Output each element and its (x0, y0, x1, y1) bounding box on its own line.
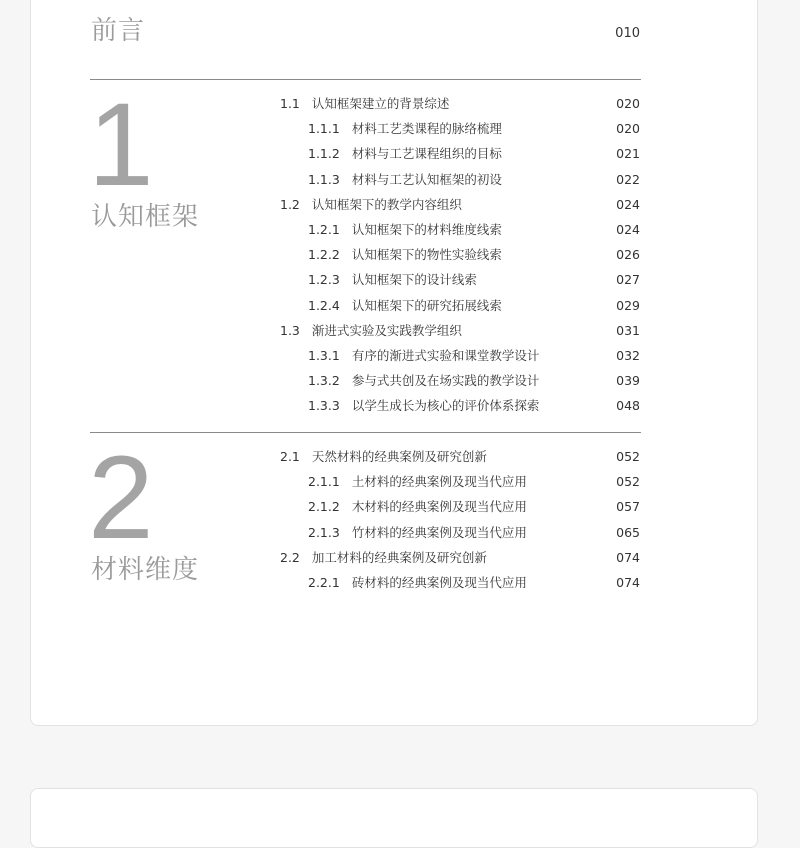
entry-number: 1.3.3 (308, 398, 340, 414)
entry-page-number: 024 (616, 196, 640, 212)
entry-number: 2.2.1 (308, 575, 340, 590)
entry-page-number: 029 (616, 297, 640, 313)
entry-page-number: 074 (616, 549, 640, 565)
entry-title: 材料与工艺认知框架的初设 (351, 171, 502, 187)
entry-title: 渐进式实验及实践教学组织 (311, 322, 462, 338)
entry-title: 认知框架下的教学内容组织 (311, 196, 462, 212)
entry-page-number: 052 (616, 474, 640, 490)
entry-number: 1.2.3 (308, 272, 340, 288)
entry-number: 2.1.3 (308, 524, 340, 540)
entry-title: 有序的渐进式实验和课堂教学设计 (351, 348, 540, 363)
next-page-card (30, 788, 758, 848)
toc-subsection-entry[interactable] (308, 119, 640, 139)
entry-number: 2.1.2 (308, 499, 340, 515)
entry-number: 1.3 (280, 322, 300, 338)
toc-section-entry[interactable] (280, 548, 640, 568)
preface-page-number: 010 (615, 26, 640, 41)
entry-page-number: 057 (616, 499, 640, 515)
toc-subsection-entry[interactable] (308, 296, 640, 316)
entry-number: 1.1.1 (308, 121, 340, 137)
toc-subsection-entry[interactable] (308, 346, 640, 366)
entry-title: 土材料的经典案例及现当代应用 (351, 474, 527, 490)
entry-title: 木材料的经典案例及现当代应用 (351, 499, 527, 515)
entry-page-number: 026 (616, 247, 640, 263)
toc-section-entry[interactable] (280, 447, 640, 467)
chapter-1-divider (90, 79, 641, 80)
entry-title: 材料工艺类课程的脉络梳理 (351, 121, 502, 137)
entry-number: 1.1 (280, 96, 300, 111)
entry-page-number: 032 (616, 348, 640, 363)
entry-number: 1.3.2 (308, 373, 340, 389)
entry-number: 1.1.2 (308, 146, 340, 162)
toc-subsection-entry[interactable] (308, 472, 640, 492)
entry-number: 1.2.1 (308, 222, 340, 237)
entry-page-number: 021 (616, 146, 640, 162)
chapter-1-number: 1 (88, 79, 154, 211)
toc-subsection-entry[interactable] (308, 573, 640, 593)
entry-title: 参与式共创及在场实践的教学设计 (351, 373, 540, 389)
entry-page-number: 048 (616, 398, 640, 414)
toc-subsection-entry[interactable] (308, 497, 640, 517)
entry-number: 1.1.3 (308, 171, 340, 187)
toc-subsection-entry[interactable] (308, 170, 640, 190)
entry-page-number: 027 (616, 272, 640, 288)
entry-title: 竹材料的经典案例及现当代应用 (351, 524, 527, 540)
chapter-2-divider (90, 432, 641, 433)
chapter-2-title: 材料维度 (91, 555, 200, 585)
entry-title: 认知框架下的设计线索 (351, 272, 477, 288)
toc-subsection-entry[interactable] (308, 144, 640, 164)
toc-section-entry[interactable] (280, 195, 640, 215)
toc-subsection-entry[interactable] (308, 270, 640, 290)
toc-section-entry[interactable] (280, 321, 640, 341)
chapter-1-title: 认知框架 (91, 202, 200, 232)
entry-title: 砖材料的经典案例及现当代应用 (351, 575, 527, 590)
toc-subsection-entry[interactable] (308, 220, 640, 240)
entry-number: 2.2 (280, 549, 300, 565)
entry-number: 2.1.1 (308, 474, 340, 490)
entry-number: 1.2.4 (308, 297, 340, 313)
entry-page-number: 020 (616, 96, 640, 111)
entry-title: 材料与工艺课程组织的目标 (351, 146, 502, 162)
entry-title: 认知框架下的材料维度线索 (351, 222, 502, 237)
entry-page-number: 020 (616, 121, 640, 137)
entry-title: 认知框架建立的背景综述 (311, 96, 450, 111)
entry-number: 1.2.2 (308, 247, 340, 263)
entry-title: 认知框架下的研究拓展线索 (351, 297, 502, 313)
entry-page-number: 024 (616, 222, 640, 237)
entry-page-number: 065 (616, 524, 640, 540)
entry-title: 以学生成长为核心的评价体系探索 (351, 398, 540, 414)
toc-subsection-entry[interactable] (308, 371, 640, 391)
entry-page-number: 031 (616, 322, 640, 338)
entry-number: 1.2 (280, 196, 300, 212)
entry-page-number: 074 (616, 575, 640, 590)
entry-page-number: 039 (616, 373, 640, 389)
entry-title: 认知框架下的物性实验线索 (351, 247, 502, 263)
entry-title: 加工材料的经典案例及研究创新 (311, 549, 487, 565)
toc-section-entry[interactable] (280, 94, 640, 114)
chapter-2-number: 2 (88, 432, 154, 564)
entry-number: 1.3.1 (308, 348, 340, 363)
entry-number: 2.1 (280, 449, 300, 464)
entry-title: 天然材料的经典案例及研究创新 (311, 449, 487, 464)
entry-page-number: 022 (616, 171, 640, 187)
entry-page-number: 052 (616, 449, 640, 464)
preface-title: 前言 (91, 16, 146, 46)
toc-subsection-entry[interactable] (308, 523, 640, 543)
toc-subsection-entry[interactable] (308, 245, 640, 265)
toc-subsection-entry[interactable] (308, 396, 640, 416)
